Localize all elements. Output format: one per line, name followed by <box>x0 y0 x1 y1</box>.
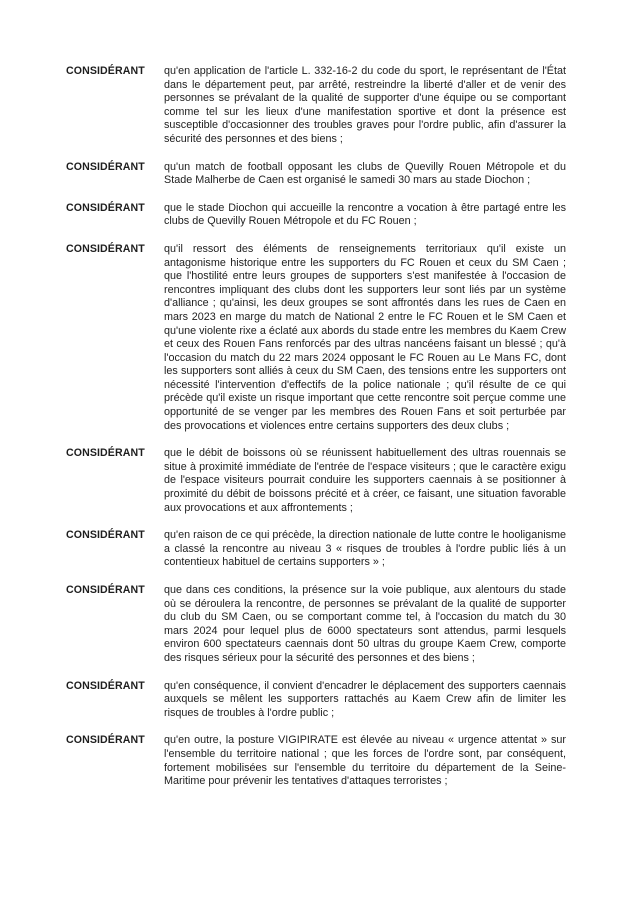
clause-label: CONSIDÉRANT <box>66 529 145 542</box>
clause-7 <box>0 584 636 666</box>
clause-2 <box>0 161 636 188</box>
clause-label: CONSIDÉRANT <box>66 447 145 460</box>
clause-label: CONSIDÉRANT <box>66 65 145 77</box>
clause-label: CONSIDÉRANT <box>66 201 145 214</box>
clause-5 <box>0 447 636 515</box>
clause-3 <box>0 202 636 229</box>
clause-label: CONSIDÉRANT <box>66 679 145 692</box>
clause-label: CONSIDÉRANT <box>66 160 145 173</box>
clause-text: que le débit de boissons où se réunissent habituellement des ultras rouennais se situe à proximité immédiate de l'entrée de l'espace visiteurs ; que le caractère exigu de l'espace visiteurs pourrait conduire les supporters caennais à se positionner à proximité du débit de boissons précité et à créer, ce faisant, une situation favorable aux provocations et aux affrontements ; <box>164 447 566 514</box>
clause-text: que dans ces conditions, la présence sur la voie publique, aux alentours du stade où se déroulera la rencontre, de personnes se prévalant de la qualité de supporter du club du SM Caen, ou se comportant comme tel, à l'occasion du match du 30 mars 2024 pour lequel plus de 6000 spectateurs sont attendus, parmi lesquels environ 600 spectateurs caennais dont 50 ultras du groupe Kaem Crew, comporte des risques sérieux pour la sécurité des personnes et des biens ; <box>164 584 566 664</box>
clause-text: qu'en raison de ce qui précède, la direction nationale de lutte contre le hooliganisme a classé la rencontre au niveau 3 « risques de troubles à l'ordre public liés à un contentieux habituel de certains supporters » ; <box>164 529 566 569</box>
clause-text: que le stade Diochon qui accueille la rencontre a vocation à être partagé entre les clubs de Quevilly Rouen Métropole et du FC Rouen ; <box>164 201 566 228</box>
clause-1 <box>0 65 636 147</box>
clause-label: CONSIDÉRANT <box>66 734 145 747</box>
clause-label: CONSIDÉRANT <box>66 584 145 596</box>
clause-9 <box>0 734 636 788</box>
clause-text: qu'en conséquence, il convient d'encadrer le déplacement des supporters caennais auxquels se mêlent les supporters rattachés au Kaem Crew afin de limiter les risques de troubles à l'ordre public ; <box>164 679 566 719</box>
clause-4 <box>0 243 636 433</box>
clause-text: qu'il ressort des éléments de renseignements territoriaux qu'il existe un antagonisme historique entre les supporters du FC Rouen et ceux du SM Caen ; que l'hostilité entre leurs groupes de supporters s'est manifestée à l'occasion de rencontres impliquant des clubs dont les supporters leur sont liés par un système d'alliance ; qu'ainsi, les deux groupes se sont affrontés dans les rues de Caen en mars 2023 en marge du match de National 2 entre le FC Rouen et le SM Caen et qu'une violente rixe a éclaté aux abords du stade entre les membres du Kaem Crew et ceux des Rouen Fans renforcés par des ultras nancéens faisant un blessé ; qu'à l'occasion du match du 22 mars 2024 opposant le FC Rouen au Le Mans FC, dont les supporters sont alliés à ceux du SM Caen, des tensions entre les supporters ont nécessité l'intervention d'effectifs de la police nationale ; qu'il résulte de ce qui précède qu'il existe un risque important que cette rencontre soit perçue comme une opportunité de se venger par les membres des Rouen Fans et soit perturbée par des provocations et violences entre certains supporters des deux clubs ; <box>164 242 566 432</box>
clause-text: qu'en outre, la posture VIGIPIRATE est élevée au niveau « urgence attentat » sur l'ensemble du territoire national ; que les forces de l'ordre sont, par conséquent, fortement mobilisées sur l'ensemble du territoire du département de la Seine-Maritime pour prévenir les tentatives d'attaques terroristes ; <box>164 734 566 788</box>
clause-text: qu'un match de football opposant les clubs de Quevilly Rouen Métropole et du Stade Malherbe de Caen est organisé le samedi 30 mars au stade Diochon ; <box>164 160 566 187</box>
clause-8 <box>0 680 636 721</box>
clause-6 <box>0 529 636 570</box>
clause-text: qu'en application de l'article L. 332-16-2 du code du sport, le représentant de l'État dans le département peut, par arrêté, restreindre la liberté d'aller et de venir des personnes se prévalant de la qualité de supporter d'une équipe ou se comportant comme tel sur les lieux d'une manifestation sportive et dont la présence est susceptible d'occasionner des troubles graves pour l'ordre public, afin d'assurer la sécurité des personnes et des biens ; <box>164 65 566 145</box>
clause-label: CONSIDÉRANT <box>66 242 145 255</box>
